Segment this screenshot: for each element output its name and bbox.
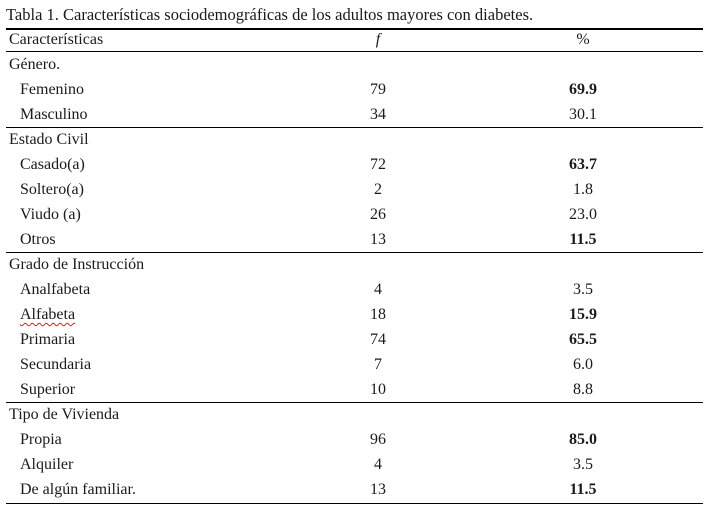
table-row — [0, 427, 721, 452]
table-row — [0, 477, 721, 502]
row-frequency: 10 — [370, 381, 386, 398]
row-percent: 6.0 — [573, 356, 593, 373]
table-caption: Tabla 1. Características sociodemográficas de los adultos mayores con diabetes. — [6, 5, 534, 24]
group-title: Género. — [9, 56, 61, 73]
group-title: Grado de Instrucción — [9, 256, 145, 273]
table-bottom-rule — [6, 503, 703, 504]
table-row — [0, 152, 721, 177]
row-percent: 3.5 — [573, 281, 593, 298]
row-label: De algún familiar. — [20, 481, 136, 498]
row-label: Propia — [20, 431, 62, 448]
row-frequency: 2 — [374, 181, 382, 198]
table-row — [0, 227, 721, 252]
row-frequency: 72 — [370, 156, 386, 173]
row-frequency: 26 — [370, 206, 386, 223]
row-percent: 8.8 — [573, 381, 593, 398]
row-label: Masculino — [20, 106, 88, 123]
row-label: Secundaria — [20, 356, 92, 373]
group-header-row — [0, 52, 721, 77]
row-label: Analfabeta — [20, 281, 91, 298]
header-characteristics: Características — [9, 31, 104, 48]
row-label: Viudo (a) — [20, 206, 81, 223]
table-row — [0, 327, 721, 352]
row-percent: 23.0 — [569, 206, 597, 223]
table-row — [0, 452, 721, 477]
row-frequency: 34 — [370, 106, 386, 123]
row-label: Superior — [20, 381, 76, 398]
table-header-row — [0, 27, 721, 52]
row-percent: 63.7 — [569, 156, 597, 173]
row-frequency: 7 — [374, 356, 382, 373]
group-header-row — [0, 402, 721, 427]
row-percent: 1.8 — [573, 181, 593, 198]
row-percent: 65.5 — [569, 331, 597, 348]
row-frequency: 4 — [374, 281, 382, 298]
group-header-row — [0, 127, 721, 152]
row-percent: 11.5 — [569, 481, 597, 498]
row-percent: 15.9 — [569, 306, 597, 323]
row-label: Soltero(a) — [20, 181, 84, 198]
group-header-row — [0, 252, 721, 277]
spellcheck-underlined-text: Alfabeta — [20, 306, 76, 323]
row-percent: 69.9 — [569, 81, 597, 98]
table-row — [0, 77, 721, 102]
row-percent: 85.0 — [569, 431, 597, 448]
row-frequency: 18 — [370, 306, 386, 323]
row-frequency: 13 — [370, 481, 386, 498]
row-label: Femenino — [20, 81, 84, 98]
row-percent: 3.5 — [573, 456, 593, 473]
table-row — [0, 352, 721, 377]
row-label: Primaria — [20, 331, 76, 348]
header-percent: % — [576, 31, 590, 48]
row-frequency: 74 — [370, 331, 386, 348]
group-title: Estado Civil — [9, 131, 89, 148]
row-percent: 30.1 — [569, 106, 597, 123]
table-row — [0, 202, 721, 227]
table-row — [0, 302, 721, 327]
row-label: Otros — [20, 231, 56, 248]
table-row — [0, 277, 721, 302]
table-row — [0, 177, 721, 202]
table-row — [0, 102, 721, 127]
row-frequency: 79 — [370, 81, 386, 98]
header-frequency: f — [375, 31, 381, 48]
row-frequency: 13 — [370, 231, 386, 248]
row-label — [20, 302, 75, 327]
table-row — [0, 377, 721, 402]
row-percent: 11.5 — [569, 231, 597, 248]
group-title: Tipo de Vivienda — [9, 406, 120, 423]
row-label: Alquiler — [20, 456, 74, 473]
row-frequency: 96 — [370, 431, 386, 448]
row-label: Casado(a) — [20, 156, 85, 173]
row-frequency: 4 — [374, 456, 382, 473]
